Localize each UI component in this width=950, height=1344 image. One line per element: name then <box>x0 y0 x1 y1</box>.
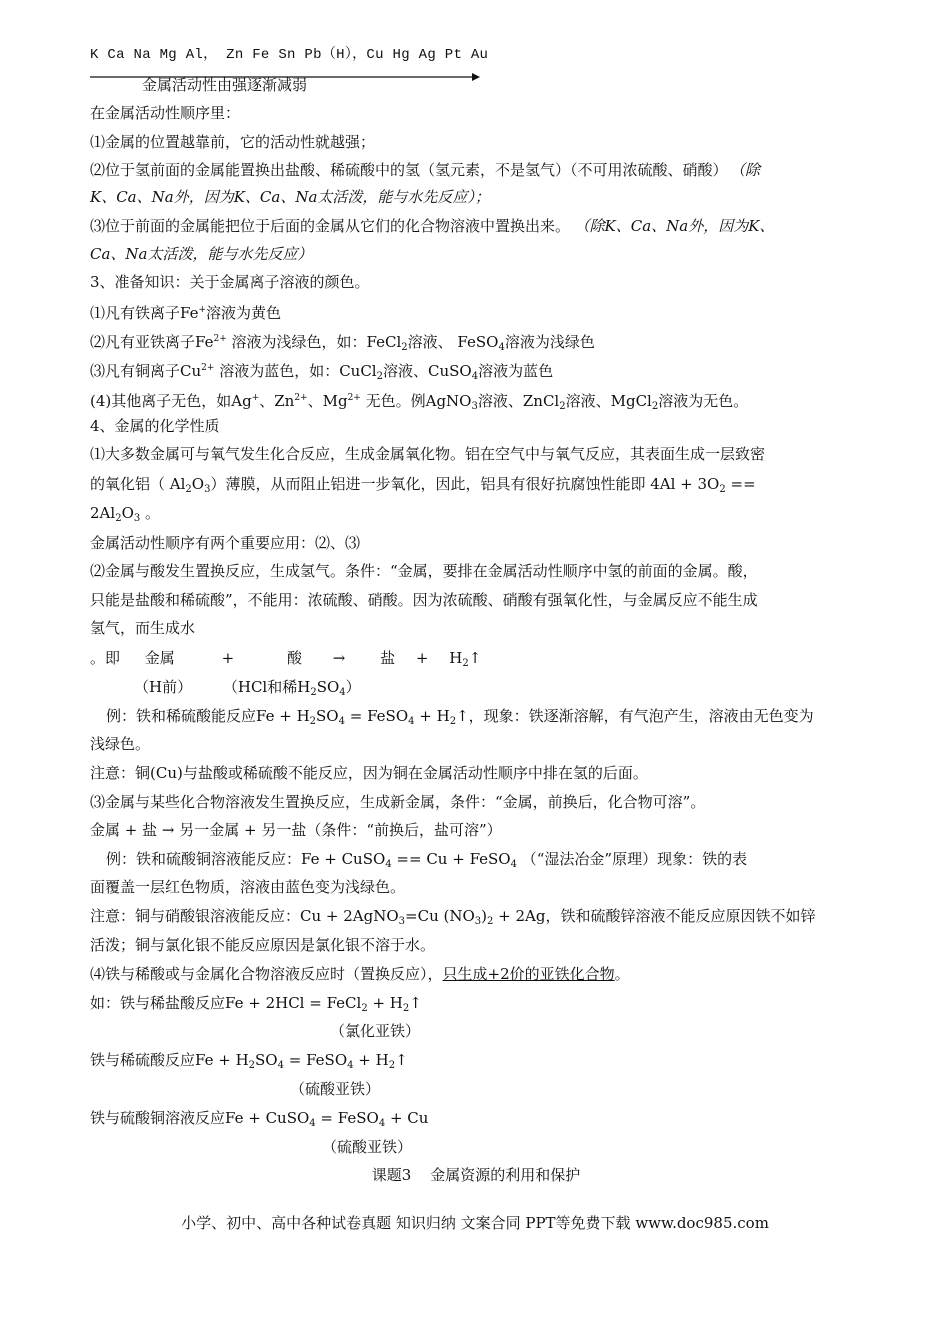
note-2-line-2: 活泼；铜与氯化银不能反应原因是氯化银不溶于水。 <box>90 936 436 954</box>
para-1-line-1: ⑴大多数金属可与氧气发生化合反应，生成金属氧化物。铝在空气中与氧气反应，其表面生成一层致密 <box>90 445 766 463</box>
rule-3: ⑶位于前面的金属能把位于后面的金属从它们的化合物溶液中置换出来。 （除K、Ca、Na外，因为K、 <box>90 217 775 235</box>
equation-notes: （H前） （HCl和稀$H_2SO_4$） <box>134 678 361 698</box>
page-footer: 小学、初中、高中各种试卷真题 知识归纳 文案合同 PPT等免费下载 www.doc985.com <box>181 1214 769 1232</box>
rule-3-note: Ca、Na太活泼，能与水先反应） <box>90 245 313 263</box>
section-3-title: 3、准备知识：关于金属离子溶液的颜色。 <box>90 273 370 291</box>
para-2-line-3: 氢气，而生成水 <box>90 619 196 637</box>
color-fe3: ⑴凡有铁离子Fe+溶液为黄色 <box>90 304 282 322</box>
example-2-line-2: 面覆盖一层红色物质，溶液由蓝色变为浅绿色。 <box>90 878 406 896</box>
color-cu2: ⑶凡有铜离子$Cu^{2+}$ 溶液为蓝色，如：CuCl$_2$溶液、CuSO$_4$溶液为蓝色 <box>90 362 554 382</box>
rule-2: ⑵位于氢前面的金属能置换出盐酸、稀硫酸中的氢（氢元素，不是氢气）（不可用浓硫酸、硝酸） （除 <box>90 161 761 179</box>
para-2-line-2: 只能是盐酸和稀硫酸”，不能用：浓硫酸、硝酸。因为浓硫酸、硝酸有强氧化性，与金属反应不能生成 <box>90 591 758 609</box>
activity-caption: 金属活动性由强逐渐减弱 <box>142 76 308 94</box>
rule-2-note: K、Ca、Na外，因为K、Ca、Na太活泼，能与水先反应）； <box>90 188 490 206</box>
example-2: 例：铁和硫酸铜溶液能反应：Fe + CuSO$_4$ == Cu + FeSO$_4$ （“湿法冶金”原理）现象：铁的表 <box>106 850 748 870</box>
fe-h2so4-product-name: （硫酸亚铁） <box>290 1080 381 1098</box>
color-fe2: ⑵凡有亚铁离子$Fe^{2+}$ 溶液为浅绿色，如：FeCl$_2$溶液、 FeSO$_4$溶液为浅绿色 <box>90 333 595 353</box>
fe-hcl-reaction: 如：铁与稀盐酸反应Fe + 2HCl = FeCl$_2$ + $H_2↑$ <box>90 994 422 1014</box>
para-1-line-3: $2Al_2O_3$ 。 <box>90 504 161 524</box>
para-2-line-1: ⑵金属与酸发生置换反应，生成氢气。条件：“金属，要排在金属活动性顺序中氢的前面的金属。酸， <box>90 562 758 580</box>
fe-hcl-product-name: （氯化亚铁） <box>330 1022 421 1040</box>
next-lesson-title: 课题3 金属资源的利用和保护 <box>371 1166 581 1184</box>
activity-series-line: K Ca Na Mg Al， Zn Fe Sn Pb（H），Cu Hg Ag Pt Au <box>90 47 489 63</box>
color-other: (4)其他离子无色，如Ag+、$Zn^{2+}$、$Mg^{2+}$ 无色。例AgNO$_3$溶液、ZnCl$_2$溶液、MgCl$_2$溶液为无色。 <box>90 392 749 412</box>
section-4-title: 4、金属的化学性质 <box>90 417 220 435</box>
para-3: ⑶金属与某些化合物溶液发生置换反应，生成新金属，条件：“金属，前换后，化合物可溶”。 <box>90 793 706 811</box>
fe-h2so4-reaction: 铁与稀硫酸反应$Fe + H_2SO_4$ = FeSO$_4$ + $H_2↑$ <box>90 1051 408 1071</box>
intro-text: 在金属活动性顺序里： <box>90 104 241 122</box>
para-4: ⑷铁与稀酸或与金属化合物溶液反应时（置换反应），只生成+2价的亚铁化合物。 <box>90 965 630 983</box>
note-1: 注意：铜(Cu)与盐酸或稀硫酸不能反应，因为铜在金属活动性顺序中排在氢的后面。 <box>90 764 648 782</box>
note-2: 注意：铜与硝酸银溶液能反应：Cu + 2AgNO$_3$=Cu $(NO_3)_2 + 2Ag$，铁和硫酸锌溶液不能反应原因铁不如锌 <box>90 907 816 927</box>
fe-cuso4-reaction: 铁与硫酸铜溶液反应Fe + CuSO$_4$ = FeSO$_4$ + Cu <box>90 1109 429 1129</box>
para-3-equation: 金属 + 盐 → 另一金属 + 另一盐（条件：“前换后，盐可溶”） <box>90 821 502 839</box>
two-applications: 金属活动性顺序有两个重要应用：⑵、⑶ <box>90 534 361 552</box>
example-1-line-2: 浅绿色。 <box>90 735 151 753</box>
rule-1: ⑴金属的位置越靠前，它的活动性就越强； <box>90 133 376 151</box>
example-1: 例：铁和稀硫酸能反应$Fe + H_2SO_4$ = FeSO$_4$ + $H_2↑$，现象：铁逐渐溶解，有气泡产生，溶液由无色变为 <box>106 707 814 727</box>
para-1-line-2: 的氧化铝（ $Al_2O_3$）薄膜，从而阻止铝进一步氧化，因此，铝具有很好抗腐蚀性能即 $4Al + 3O_2$ == <box>90 475 756 495</box>
fe-cuso4-product-name: （硫酸亚铁） <box>322 1138 413 1156</box>
general-equation: 。即 金属 + 酸 → 盐 + $H_2↑$ <box>90 649 482 669</box>
